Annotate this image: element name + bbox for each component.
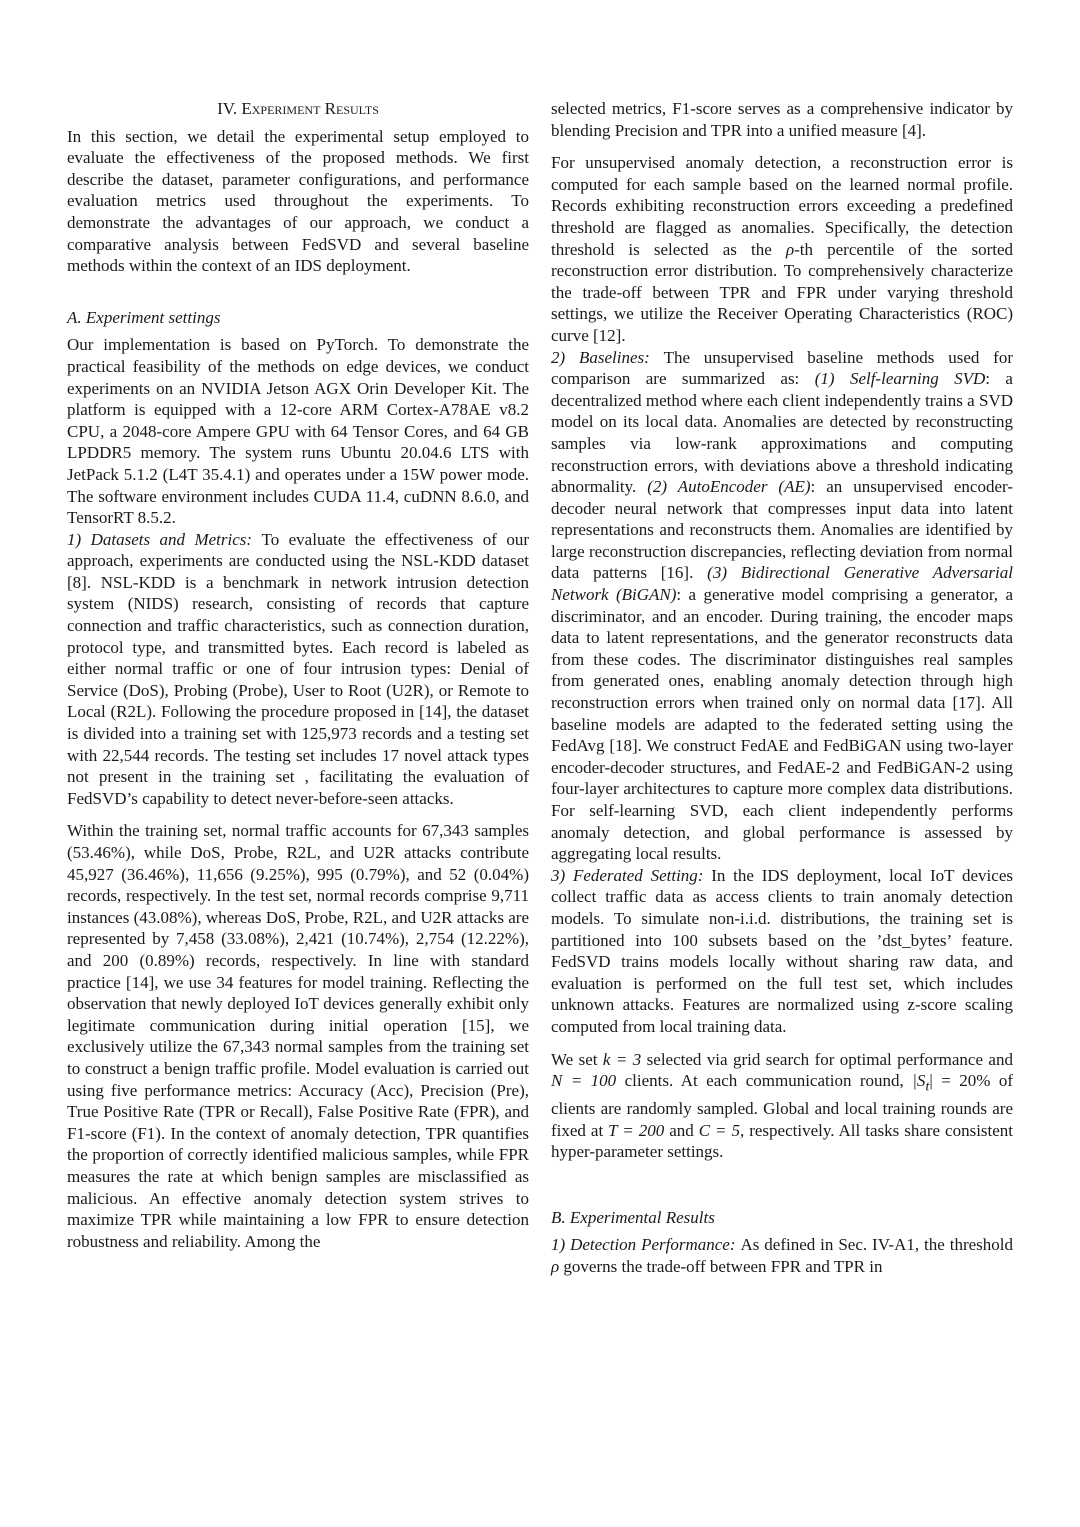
baseline-bigan: (3) Bidirectional Generative Adversarial Network (BiGAN) <box>551 563 1013 605</box>
metrics-continuation: selected metrics, F1-score serves as a comprehensive indicator by blending Precision and TPR into a unified measure [4]. <box>551 99 1013 140</box>
datasets-body: To evaluate the effectiveness of our approach, experiments are conducted using the NSL-KDD dataset [8]. NSL-KDD is a benchmark in network intrusion detection system (NIDS) research, consisting of records that capture connection and traffic characteristics, such as connection duration, protocol type, and transmitted bytes. Each record is labeled as either normal traffic or one of four intrusion types: Denial of Service (DoS), Probing (Probe), User to Root (U2R), or Remote to Local (R2L). Following the procedure proposed in [14], the dataset is divided into a training set with 125,973 records and a testing set with 22,544 records. The testing set includes 17 novel attack types not present in the training set , facilitating the evaluation of FedSVD’s capability to detect never-before-seen attacks. <box>67 529 529 808</box>
param-n: N = 100 <box>551 1071 617 1091</box>
param-t: T = 200 <box>608 1120 665 1140</box>
unsupervised-paragraph: For unsupervised anomaly detection, a reconstruction error is computed for each sample based on the learned normal profile. Records exhibiting reconstruction errors exceeding a predefined threshold are flagged as anomalies. Specifically, the detection threshold is selected as the ρ-th percentile of the sorted reconstruction error distribution. To comprehensively characterize the trade-off between TPR and FPR under varying threshold settings, we utilize the Receiver Operating Characteristics (ROC) curve [12]. <box>551 153 1014 345</box>
training-stats-paragraph: Within the training set, normal traffic accounts for 67,343 samples (53.46%), while DoS, Probe, R2L, and U2R attacks contribute 45,927 (36.46%), 11,656 (9.25%), 995 (0.79%), and 52 (0.04%) records, respectively. In the test set, normal records comprise 9,711 instances (43.08%), whereas DoS, Probe, R2L, and U2R attacks are represented by 7,458 (33.08%), 2,421 (10.74%), 2,754 (12.22%), and 200 (0.89%) records, respectively. In line with standard practice [14], we use 34 features for model training. Reflecting the observation that newly deployed IoT devices generally exhibit only legitimate communication during initial operation [15], we exclusively utilize the 67,343 normal samples from the training set to construct a benign traffic profile. Model evaluation is carried out using five performance metrics: Accuracy (Acc), Precision (Pre), True Positive Rate (TPR or Recall), False Positive Rate (FPR), and F1-score (F1). In the context of anomaly detection, TPR quantifies the proportion of correctly identified malicious samples, while FPR measures the rate at which benign samples are misclassified as malicious. An effective anomaly detection system strives to maximize TPR while maintaining a low FPR to ensure detection robustness and reliability. Among the <box>67 821 529 1251</box>
implementation-paragraph: Our implementation is based on PyTorch. To demonstrate the practical feasibility of the methods on edge devices, we conduct experiments on an NVIDIA Jetson AGX Orin Developer Kit. The platform is equipped with a 12-core ARM Cortex-A78AE v8.2 CPU, a 2048-core Ampere GPU with 64 Tensor Cores, and 64 GB LPDDR5 memory. The system runs Ubuntu 20.04.6 LTS with JetPack 5.1.2 (L4T 35.4.1) and operates under a 15W power mode. The software environment includes CUDA 11.4, cuDNN 8.6.0, and TensorRT 8.5.2. <box>67 335 529 528</box>
intro-paragraph: In this section, we detail the experimental setup employed to evaluate the effectiveness of the proposed methods. We first describe the dataset, parameter configurations, and performance evaluation metrics used throughout the experiments. To demonstrate the advantages of our approach, we conduct a comparative analysis between FedSVD and several baseline methods within the context of an IDS deployment. <box>67 126 529 276</box>
param-c: C = 5 <box>698 1120 740 1140</box>
datasets-paragraph <box>67 529 529 810</box>
federated-paragraph: 3) Federated Setting: In the IDS deployment, local IoT devices collect traffic data as access clients to train anomaly detection models. To simulate non-i.i.d. distributions, the training set is partitioned into 100 subsets based on the ’dst_bytes’ feature. FedSVD trains models locally without sharing raw data, and evaluation is performed on the full test set, which includes unknown attacks. Features are normalized using z-score scaling computed from local training data. <box>551 865 1013 1036</box>
detection-heading: 1) Detection Performance: <box>551 1235 736 1255</box>
param-k: k = 3 <box>602 1049 642 1069</box>
parameters-paragraph: We set k = 3 selected via grid search for optimal performance and N = 100 clients. At each communication round, $|S_t| = 20\%$ of clients are randomly sampled. Global and local training rounds are fixed at T = 200 and C = 5, respectively. All tasks share consistent hyper-parameter settings. <box>551 1049 1014 1162</box>
section-title: IV. Experiment Results <box>217 99 379 118</box>
rho-symbol: ρ <box>785 239 795 259</box>
baselines-heading: 2) Baselines: <box>551 347 650 367</box>
section-title-text: Experiment Results <box>241 99 379 118</box>
right-column <box>551 98 1013 1278</box>
param-st: $|S_t| = 20\%$ <box>912 1071 991 1095</box>
baselines-paragraph: 2) Baselines: The unsupervised baseline methods used for comparison are summarized as: (1) Self-learning SVD: a decentralized method where each client independently trains a SVD model on its local data. Anomalies are detected by reconstructing samples via low-rank approximations and computing reconstruction errors, with deviations above a threshold indicating abnormality. (2) AutoEncoder (AE): an unsupervised encoder-decoder neural network that compresses input data into latent representations and reconstructs them. Anomalies are identified by large reconstruction discrepancies, reflecting deviation from normal data patterns [16]. (3) Bidirectional Generative Adversarial Network (BiGAN): a generative model comprising a generator, a discriminator, and an encoder. During training, the encoder maps data to latent representations, and the generator reconstructs data from these codes. The discriminator distinguishes real samples from generated ones, enabling anomaly detection through high reconstruction errors when trained only on normal data [17]. All baseline models are adapted to the federated setting using the FedAvg [18]. We construct FedAE and FedBiGAN using two-layer encoder-decoder structures, and FedAE-2 and FedBiGAN-2 using four-layer architectures to capture more complex data distributions. For self-learning SVD, each client independently performs anomaly detection, and global performance is assessed by aggregating local results. <box>551 347 1014 864</box>
federated-heading: 3) Federated Setting: <box>551 865 704 885</box>
detection-paragraph: 1) Detection Performance: As defined in Sec. IV-A1, the threshold ρ governs the trade-off between FPR and TPR in <box>551 1235 1013 1277</box>
rho-symbol-2: ρ <box>551 1257 560 1277</box>
datasets-heading: 1) Datasets and Metrics: <box>67 529 253 549</box>
subsection-a-heading: A. Experiment settings <box>67 307 221 327</box>
baseline-ae: (2) AutoEncoder (AE) <box>647 477 811 497</box>
baseline-svd: (1) Self-learning SVD <box>814 369 986 389</box>
left-column <box>67 98 529 1252</box>
subsection-b-heading: B. Experimental Results <box>551 1207 715 1227</box>
